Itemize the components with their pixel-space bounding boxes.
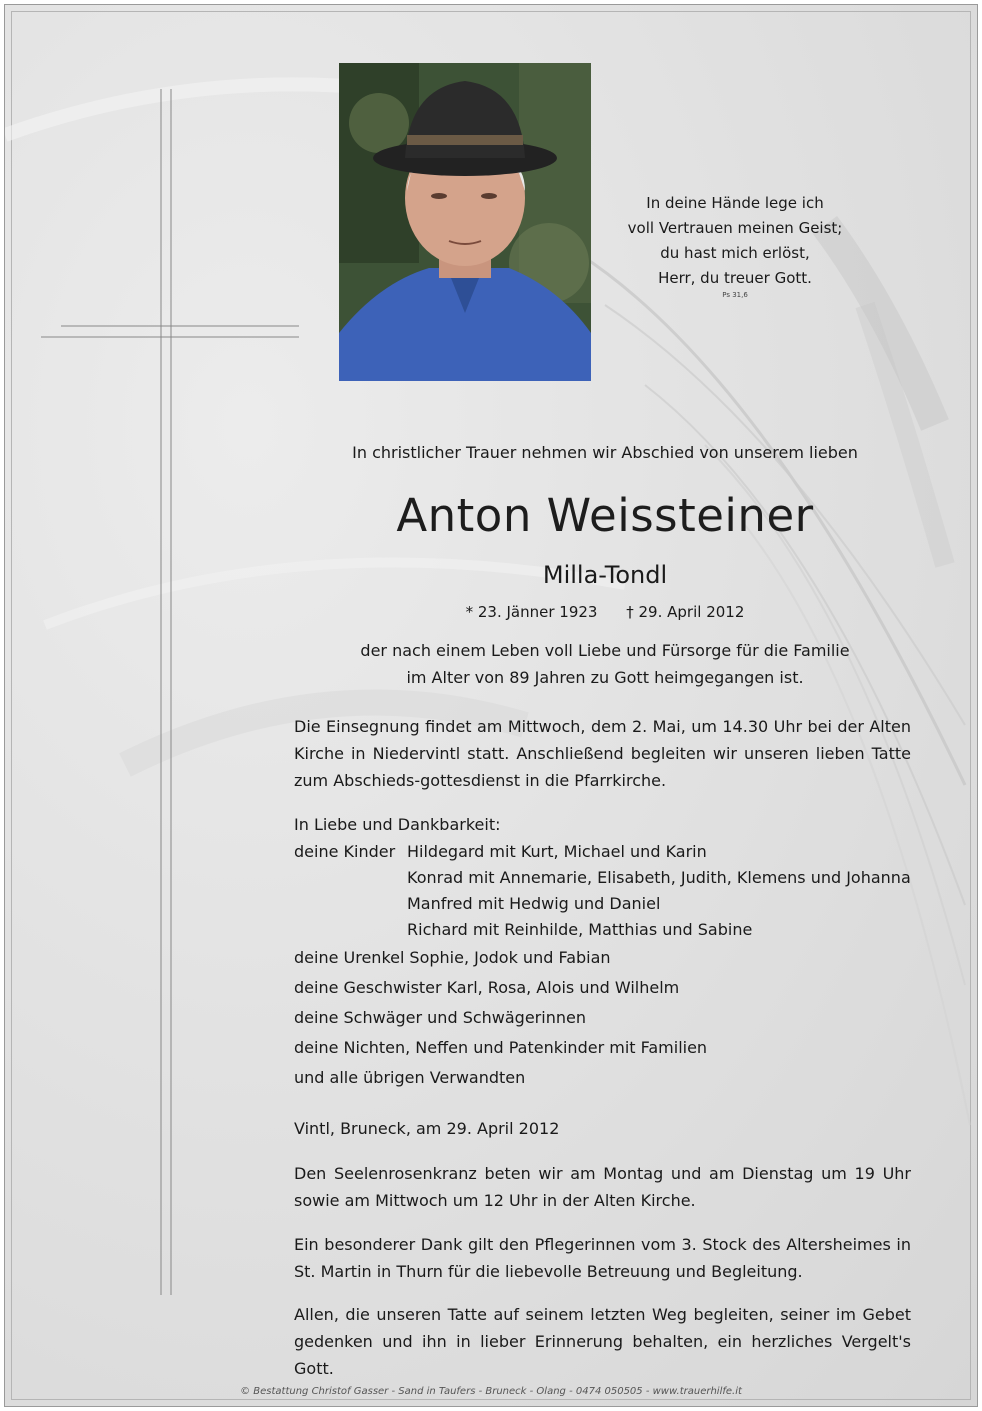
grandchildren-label: deine Urenkel: [294, 948, 405, 967]
place-date: Vintl, Bruneck, am 29. April 2012: [294, 1119, 560, 1138]
thanks-paragraph: Ein besonderer Dank gilt den Pflegerinnen vom 3. Stock des Altersheimes in St. Martin in Thurn für die liebevolle Betreuung und Begleitung.: [294, 1235, 911, 1281]
grandchildren-row: [294, 943, 914, 973]
survivors-list: [294, 839, 914, 1093]
ceremony-paragraph: Die Einsegnung findet am Mittwoch, dem 2. Mai, um 14.30 Uhr bei der Alten Kirche in Niedervintl statt. Anschließend begleiten wir unseren lieben Tatte zum Abschieds-gottesdienst in die Pfarrkirche.: [294, 717, 911, 790]
children-row: [294, 839, 914, 943]
house-name: Milla-Tondl: [542, 561, 668, 589]
verse-reference: Ps 31,6: [722, 291, 748, 299]
birth-date: * 23. Jänner 1923: [465, 603, 598, 621]
life-summary: [295, 637, 915, 691]
rosary-paragraph: Den Seelenrosenkranz beten wir am Montag und am Dienstag um 19 Uhr sowie am Mittwoch um 12 Uhr in der Alten Kirche.: [294, 1164, 911, 1210]
in-laws-line: deine Schwäger und Schwägerinnen: [294, 1008, 586, 1027]
siblings-names: Karl, Rosa, Alois und Wilhelm: [446, 978, 680, 997]
closing-paragraph: Allen, die unseren Tatte auf seinem letzten Weg begleiten, seiner im Gebet gedenken und ihn in lieber Erinnerung behalten, ein herzliches Vergelt's Gott.: [294, 1305, 911, 1378]
deceased-name: Anton Weissteiner: [396, 489, 814, 542]
verse-line: du hast mich erlöst,: [660, 244, 810, 262]
siblings-row: [294, 973, 914, 1003]
siblings-label: deine Geschwister: [294, 978, 442, 997]
death-date: † 29. April 2012: [626, 603, 745, 621]
obituary-card: [4, 4, 978, 1407]
grandchildren-names: Sophie, Jodok und Fabian: [409, 948, 611, 967]
summary-line: im Alter von 89 Jahren zu Gott heimgegangen ist.: [406, 668, 804, 687]
verse-line: Herr, du treuer Gott.: [658, 269, 812, 287]
children-label: deine Kinder: [294, 842, 396, 861]
love-heading: In Liebe und Dankbarkeit:: [294, 815, 501, 834]
nieces-line: deine Nichten, Neffen und Patenkinder mit Familien: [294, 1038, 708, 1057]
child-family: Hildegard mit Kurt, Michael und Karin: [407, 842, 707, 861]
relatives-line: und alle übrigen Verwandten: [294, 1068, 526, 1087]
children-list: [407, 839, 914, 943]
child-family: Richard mit Reinhilde, Matthias und Sabine: [407, 920, 753, 939]
portrait-photo: [339, 63, 591, 381]
verse-line: In deine Hände lege ich: [646, 194, 824, 212]
child-family: Konrad mit Annemarie, Elisabeth, Judith, Klemens und Johanna: [407, 868, 911, 887]
bible-verse: [625, 191, 845, 300]
verse-line: voll Vertrauen meinen Geist;: [627, 219, 843, 237]
child-family: Manfred mit Hedwig und Daniel: [407, 894, 661, 913]
summary-line: der nach einem Leben voll Liebe und Fürsorge für die Familie: [360, 641, 850, 660]
life-dates: [295, 603, 915, 621]
funeral-home-footer: © Bestattung Christof Gasser - Sand in Taufers - Bruneck - Olang - 0474 050505 - www.trauerhilfe.it: [240, 1386, 742, 1397]
intro-text: In christlicher Trauer nehmen wir Abschied von unserem lieben: [352, 443, 858, 462]
